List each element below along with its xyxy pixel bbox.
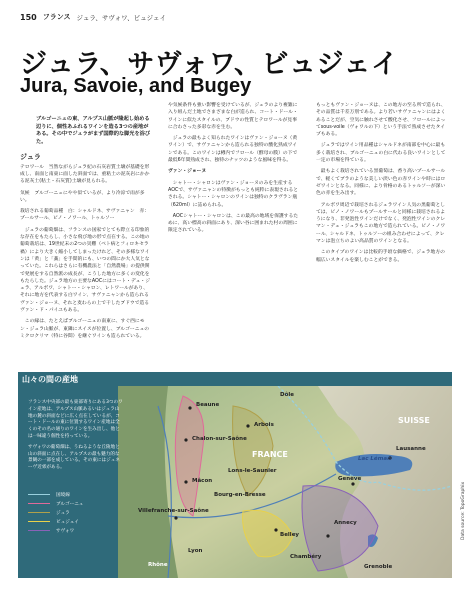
place-label-suisse: SUISSE xyxy=(398,416,430,425)
text-column-2 xyxy=(168,102,300,239)
jura-heading: ジュラ xyxy=(20,153,41,162)
map-note xyxy=(28,400,124,476)
page-title-english: Jura, Savoie, and Bugey xyxy=(20,75,252,97)
place-label-lyon: Lyon xyxy=(188,548,203,554)
body-paragraph: ジュラではワイン用品種はシャルドネが南部を中心に最も多く栽培され、ブルゴーニュの白に代わる良いワインとして一定の市場を得ている。 xyxy=(316,143,446,164)
body-paragraph: もっともヴァン・ジョーヌは、この地方の至る所で造られ、その品質は千差万別である。より若いサヴァニャンにはよくあることだが、空気に触れさせて酸化させ、フロールによってsous-voile（ヴォワルの下）という手法で熟成させたタイプもある。 xyxy=(316,103,446,138)
place-label-belley: Belley xyxy=(280,532,300,538)
body-paragraph: ジュラの葡萄畑は、フランスの国家でとても際立る印象的な存在をもたらし、小さな飛び地の形で点在する。この地の葡萄栽培は、19世紀末の2つの災難（ベト病とフィロキセラ禍）により大きく縮小してしまったけれど、その多様なワインは「黄」と「藁」を手間的にも、いつの間にか大人気となっていた。これらはさらに有機農法と「自然農場」の提供関で発展をする自然派の成長が、こうした地方に多くの変化をもたらした。ジュラ地方の主要なAOCにはコート・デュ・ジュラ、アルボワ、シャトー・シャロン、レトワールがあり、それに地方を代表する白ワイン、サヴァニャンから造られるヴァン・ジョーヌ、それと麦わらの上で干したブドウで造るヴァン・ド・パイユもある。 xyxy=(20,227,151,314)
place-label-france: FRANCE xyxy=(252,450,288,459)
legend-label: サヴォワ xyxy=(56,528,75,534)
body-paragraph: シャトー・シャロンはヴァン・ジョーヌのみを生産するAOCで、サヴァニャンの特徴がもっとも純粋に表現されるとされる。シャトー・シャロンのワインは独特のクラヴラン瓶（620ml）に詰められる。 xyxy=(168,180,299,208)
page-title-japanese: ジュラ、サヴォワ、ビュジェイ xyxy=(20,49,399,80)
section-name[interactable]: フランス xyxy=(42,13,71,21)
legend-item-savoie xyxy=(28,526,118,535)
terroir-paragraph: テロワール 当然ながらジュラ紀の石灰岩質土壌が基礎を形成し、南面と南東に面した斜面では、重粘土の泥灰岩にかかる泥灰土(粘土・石灰質)土壌が見られる。 xyxy=(20,164,150,185)
aoc-paragraph: AOCシャトー・シャロンは、この最高の地域を保護するために、高い標高の斜面にあり、深い谷に囲まれた村の周囲に限定されている。 xyxy=(168,213,299,234)
body-paragraph: 最もよく栽培されている黒葡萄は、香り高いプールサールで、軽くてブラのような美しい淡い色の赤ワインや時にはロゼワインとなる。同様に、より骨格のあるトゥルソーが深い色の赤を生み出す。 xyxy=(316,169,446,197)
text-column-1 xyxy=(20,102,152,344)
legend-label: ビュジェイ xyxy=(56,519,79,525)
legend-item-border xyxy=(28,490,118,499)
body-paragraph: ジュラの最もよく知られたワインはヴァン・ジョーヌ（黄ワイン）で、サヴァニャンから造られる独特の酸化熟成ワインである。このワインは樽内でフロール（酵母の膜）の下で最低6年間熟成され、独特のナッツのような風味を得る。 xyxy=(168,136,298,164)
region-map xyxy=(18,372,452,578)
grape-varieties-paragraph: 栽培される葡萄品種 白：シャルドネ、サヴァニャン 赤：プールサール、ピノ・ノワール、トゥルソー xyxy=(20,209,150,222)
vin-jaune-term: ヴァン・ジョーヌ xyxy=(168,169,207,175)
map-credit: Data source: TopoGraphix xyxy=(461,481,466,540)
place-label-chambery: Chambéry xyxy=(290,554,322,560)
place-label-beaune: Beaune xyxy=(196,402,220,408)
legend-swatch xyxy=(28,530,50,531)
legend-swatch xyxy=(28,521,50,522)
place-label-rhone: Rhône xyxy=(148,562,168,568)
subsection-name: ジュラ、サヴォワ、ビュジェイ xyxy=(76,13,166,22)
body-paragraph: このタイプのワインは比較的手頃な価格で、ジュラ地方の幅広いスタイルを楽しむことができる。 xyxy=(316,250,445,263)
map-note-paragraph: フランス中央部の最も東部寄りにある3つのワイン産地は、アルプス山脈あるいはジュラ山地の麓の斜面などに広く点在しているが、コート・ドールの東に位置するワイン産地は全くのその名の通りのワインを生み出し、他とは一味違う個性を持っている。 xyxy=(28,400,123,439)
place-label-annecy: Annecy xyxy=(334,520,357,526)
legend-label: 国境線 xyxy=(56,492,70,498)
legend-item-bourgogne xyxy=(28,499,118,508)
legend-item-jura xyxy=(28,508,118,517)
body-paragraph: や気候条件も強い影響を受けているが、ジュラのより複雑に入り組んだ土地でさまざまな白が造られ、コート・ドール・ワインに似たスタイルの、ブドウの性質とテロワールが見事に合わさった多彩な赤を生む。 xyxy=(168,103,298,130)
map-legend xyxy=(28,490,118,535)
lead-paragraph: ブルゴーニュの東、アルプス山脈が隆起し始める辺りに、個性あふれるワインを造る3つの産地がある。その中でジュラがまず国際的な脚光を浴びた。 xyxy=(36,116,151,145)
place-label-geneve: Genève xyxy=(338,476,362,482)
place-label-macon: Mâcon xyxy=(192,478,213,484)
map-note-paragraph: サヴォワの葡萄畑は、うねるような丘陵地と山の斜面に点在し、アルプスの最も魅力的な景観の一部を成している。その東にはジュネーヴ近郊がある。 xyxy=(28,444,120,471)
body-paragraph: アルボワ周辺で栽培されるジュラワイン人気の黒葡萄としては、ピノ・ノワールもプールサールと同様に栽培されるようになり、非発泡性ワインだけでなく、発泡性ワインのクレマン・デュ・ジュラもこの地方で造られている。ピノ・ノワール、シャルドネ、トゥルソーの組み合わせによって、クレマンは泡立ちのよい高品質のワインとなる。 xyxy=(316,202,446,245)
page-number: 150 xyxy=(20,12,37,22)
climate-paragraph: 気候 ブルゴーニュにやや似ているが、より冷涼で雨が多い。 xyxy=(20,190,145,203)
map-title: 山々の間の産地 xyxy=(22,375,78,384)
legend-label: ジュラ xyxy=(56,510,70,516)
place-label-lons: Lons-le-Saunier xyxy=(228,468,277,474)
legend-label: ブルゴーニュ xyxy=(56,501,84,507)
place-label-dole: Dôle xyxy=(280,392,294,398)
text-column-3 xyxy=(316,102,448,268)
place-label-lac-leman: Lac Léman xyxy=(358,456,391,462)
place-label-arbois: Arbois xyxy=(254,422,274,428)
place-label-lausanne: Lausanne xyxy=(396,446,426,452)
legend-swatch xyxy=(28,503,50,504)
legend-swatch xyxy=(28,494,50,495)
place-label-bourg: Bourg-en-Bresse xyxy=(214,492,266,498)
legend-swatch xyxy=(28,512,50,513)
place-label-grenoble: Grenoble xyxy=(364,564,393,570)
page-header xyxy=(20,10,450,24)
place-label-chalon: Chalon-sur-Saône xyxy=(192,436,247,442)
place-label-villefranche: Villefranche-sur-Saône xyxy=(138,508,209,514)
body-paragraph: この縁は、たとえばブルゴーニュの南東に、すぐ西にモン・ジュラ山脈が、東隣にスイスが位置し、ブルゴーニュのミクロクリマ（特に谷間）を継ぐワインも造られている。 xyxy=(20,319,150,339)
legend-item-bugey xyxy=(28,517,118,526)
